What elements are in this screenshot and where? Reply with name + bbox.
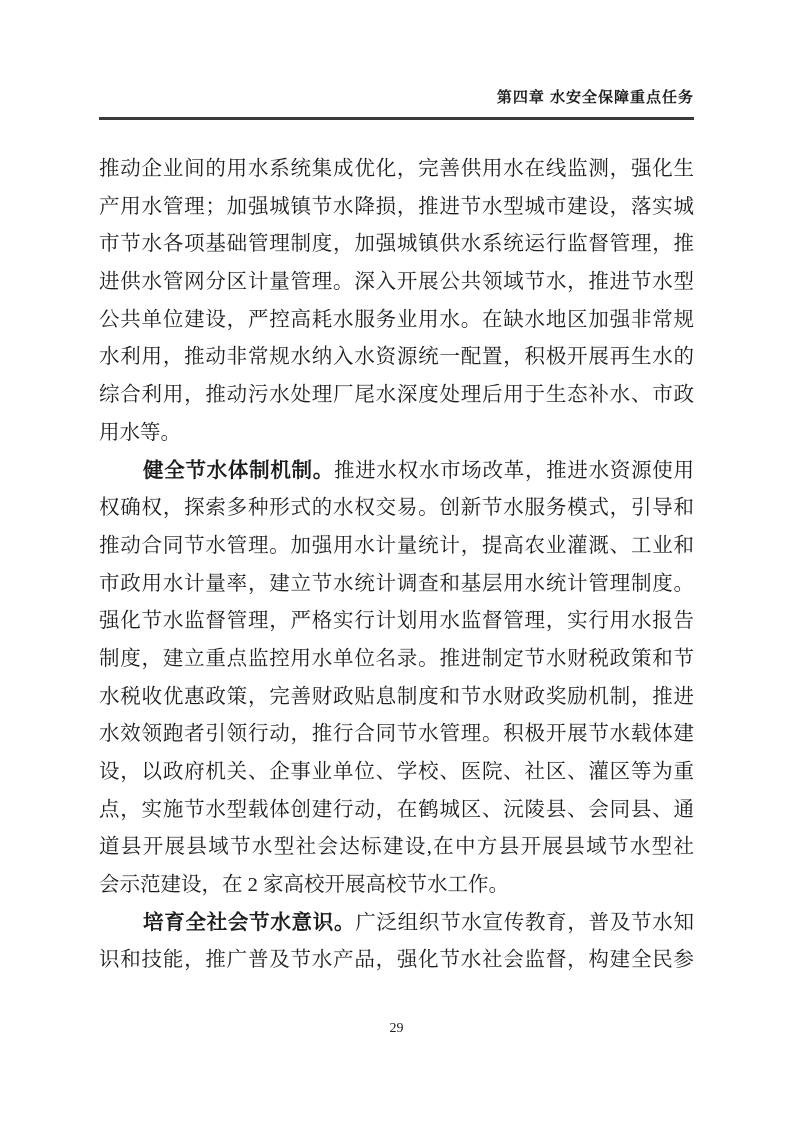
- paragraph-lead: 健全节水体制机制。: [143, 459, 334, 482]
- text-line: 市节水各项基础管理制度，加强城镇供水系统运行监督管理，推: [99, 233, 694, 256]
- paragraph-lead: 培育全社会节水意识。: [143, 911, 356, 934]
- header-rule: [99, 117, 694, 120]
- page-number: 29: [389, 1021, 404, 1036]
- text-line: 设，以政府机关、企事业单位、学校、医院、社区、灌区等为重: [99, 761, 694, 783]
- text-line: 培育全社会节水意识。广泛组织节水宣传教育，普及节水知: [143, 911, 694, 934]
- text-line: 进供水管网分区计量管理。深入开展公共领域节水，推进节水型: [99, 271, 694, 294]
- body-text: [99, 151, 694, 980]
- text-line: 识和技能，推广普及节水产品，强化节水社会监督，构建全民参: [99, 949, 694, 972]
- text-line: 水效领跑者引领行动，推行合同节水管理。积极开展节水载体建: [99, 723, 694, 746]
- text-line: 道县开展县域节水型社会达标建设,在中方县开展县域节水型社: [99, 836, 694, 859]
- text-line: 用水等。: [99, 421, 181, 444]
- text-line: 制度，建立重点监控用水单位名录。推进制定节水财税政策和节: [99, 647, 694, 670]
- text-line: 权确权，探索多种形式的水权交易。创新节水服务模式，引导和: [99, 497, 694, 520]
- text-line: 公共单位建设，严控高耗水服务业用水。在缺水地区加强非常规: [99, 308, 694, 331]
- text-line: 市政用水计量率，建立节水统计调查和基层用水统计管理制度。: [99, 572, 694, 595]
- text-line: 推动企业间的用水系统集成优化，完善供用水在线监测，强化生: [99, 158, 694, 180]
- text-line: 水利用，推动非常规水纳入水资源统一配置，积极开展再生水的: [99, 346, 694, 369]
- text-line: 推动合同节水管理。加强用水计量统计，提高农业灌溉、工业和: [99, 534, 694, 557]
- text-line: 产用水管理；加强城镇节水降损，推进节水型城市建设，落实城: [99, 195, 694, 218]
- text-line: 强化节水监督管理，严格实行计划用水监督管理，实行用水报告: [99, 610, 694, 633]
- text-line: 健全节水体制机制。推进水权水市场改革，推进水资源使用: [143, 459, 694, 482]
- running-header-chapter-title: 第四章 水安全保障重点任务: [496, 89, 694, 106]
- text-line: 综合利用，推动污水处理厂尾水深度处理后用于生态补水、市政: [99, 384, 694, 407]
- text-line: 会示范建设，在 2 家高校开展高校节水工作。: [99, 874, 509, 897]
- text-line: 点，实施节水型载体创建行动，在鹤城区、沅陵县、会同县、通: [99, 798, 694, 821]
- text-line: 水税收优惠政策，完善财政贴息制度和节水财政奖励机制，推进: [99, 685, 694, 708]
